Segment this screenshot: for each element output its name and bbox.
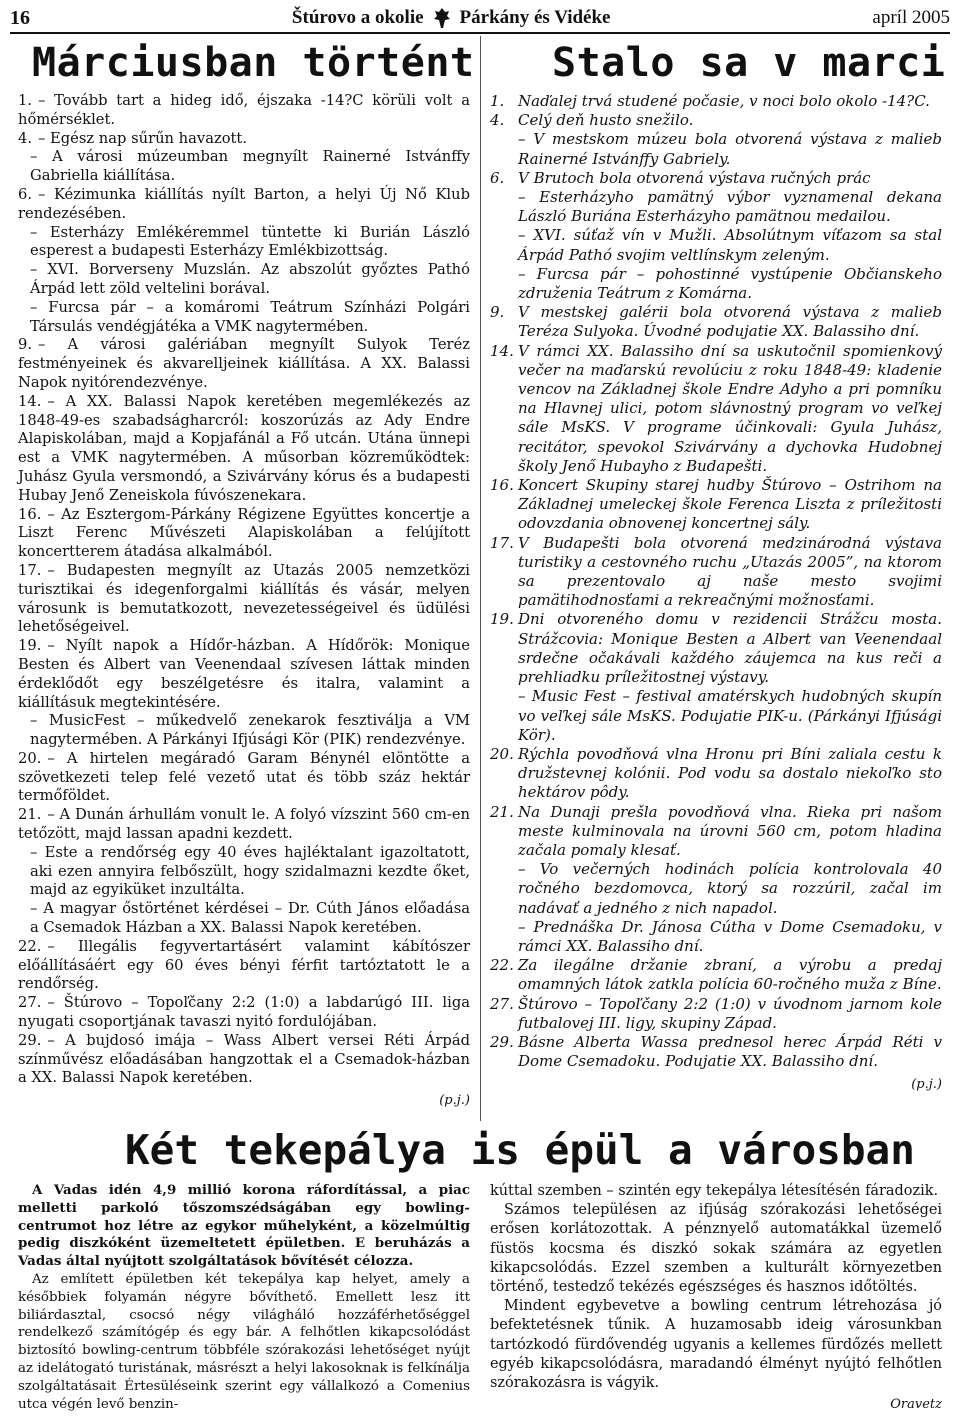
item-text: – Egész nap sűrűn havazott. <box>38 129 248 147</box>
item-number: 19. <box>18 637 42 655</box>
item-text: Za ilegálne držanie zbraní, a výrobu a predaj omamných látok zatkla polícia 60-ročného muža z Bíne. <box>518 956 942 994</box>
item-text: – Nyílt napok a Hídőr-házban. A Hídőrök: Monique Besten és Albert van Veenendaal szívesen láttak minden érdeklődőt egy beszélgetésre és italra, valamint a kiállításuk megtekintésére. <box>18 637 470 711</box>
item-text: – Este a rendőrség egy 40 éves hajléktalant igazoltatott, aki ezen annyira felbőszült, hogy szidalmazni kezdte őket, majd az egyiküket inzultálta. <box>30 843 470 899</box>
item-text: V rámci XX. Balassiho dní sa uskutočnil spomienkový večer na maďarskú revolúciu z roku 1848-49: kladenie vencov na Základnej škole Endre Adyho a pri pomníku na Hlavnej ulici, potom slávnostný program vo veľkej sále MsKS. V programe účinkovali: Gyula Juhász, recitátor, spevokol Szivárvány a dychovka Hudobnej školy Jenő Hubayho z Budapešti. <box>518 341 942 475</box>
article-byline: Oravetz <box>890 1397 942 1413</box>
item-number: 29. <box>18 1031 42 1049</box>
list-item <box>490 745 942 803</box>
item-text: Dni otvoreného domu v rezidencii Strážcu mosta. Strážcovia: Monique Besten a Albert van Veenendaal srdečne očakávali každého záujemca na kus reči a prehliadku príležitostnej výstavy. <box>518 610 942 687</box>
item-number: 29. <box>490 1032 514 1051</box>
right-items <box>490 92 942 1071</box>
list-item <box>18 186 470 224</box>
list-item <box>18 1032 470 1088</box>
item-number: 14. <box>490 341 514 360</box>
item-number: 19. <box>490 610 514 629</box>
crest-logo-icon <box>432 7 452 29</box>
item-text: – Music Fest – festival amatérskych hudobných skupín vo veľkej sále MsKS. Podujatie PIK-u. (Párkányi Ifjúsági Kör). <box>518 687 942 744</box>
item-text: V Brutoch bola otvorená výstava ručných prác <box>518 168 871 187</box>
list-item <box>490 342 942 476</box>
left-column <box>18 36 475 1111</box>
item-text: Celý deň husto snežilo. <box>518 111 694 130</box>
item-text: V mestskej galérii bola otvorená výstava z malieb Teréza Sulyoka. Úvodné podujatie XX. Balassiho dní. <box>518 303 942 341</box>
item-text: – Esterházyho pamätný výbor vyznamenal dekana László Buriána Esterházyho pamätnou medailou. <box>518 188 942 226</box>
left-signature: (p.j.) <box>439 1093 470 1109</box>
item-number: 6. <box>490 168 505 187</box>
article-paragraph: kúttal szemben – szintén egy tekepálya létesítésén fáradozik. <box>490 1183 939 1199</box>
article-lead: A Vadas idén 4,9 millió korona ráfordítással, a piac melletti parkoló tőszomszédságában egy bowling-centrumot hoz létre az egykor műhelyként, a közelmúltig pedig diszkóként üzemeltetett épületben. E beruházás a Vadas által nyújtott szolgáltatások bővítését célozza. <box>18 1182 470 1270</box>
list-item <box>490 534 942 611</box>
column-divider <box>480 36 481 1121</box>
page-header <box>10 4 950 34</box>
list-item <box>490 918 942 956</box>
list-item <box>490 860 942 918</box>
list-item <box>18 336 470 392</box>
right-title: Stalo sa v marci <box>552 40 946 86</box>
item-number: 16. <box>18 505 42 523</box>
list-item <box>490 226 942 264</box>
left-title: Márciusban történt <box>32 40 475 86</box>
list-item <box>18 393 470 506</box>
list-item <box>18 506 470 562</box>
list-item <box>490 130 942 168</box>
list-item <box>18 92 470 130</box>
list-item <box>18 261 470 299</box>
list-item <box>490 956 942 994</box>
item-number: 20. <box>18 749 42 767</box>
item-number: 21. <box>18 806 42 824</box>
left-items <box>18 92 470 1088</box>
list-item <box>490 111 942 130</box>
list-item <box>490 169 942 188</box>
list-item <box>18 712 470 750</box>
item-text: – A Dunán árhullám vonult le. A folyó vízszint 560 cm-en tetőzött, majd lassan apadni kezdett. <box>18 806 470 843</box>
item-text: – Tovább tart a hideg idő, éjszaka -14?C körüli volt a hőmérséklet. <box>18 92 470 128</box>
item-number: 17. <box>490 533 514 552</box>
item-text: – A városi múzeumban megnyílt Rainerné Istvánffy Gabriella kiállítása. <box>30 148 470 185</box>
item-text: – Az Esztergom-Párkány Régizene Együttes koncertje a Liszt Ferenc Művészeti Alapiskolában a felújított koncertterem átadása alkalmából. <box>18 505 470 561</box>
item-number: 9. <box>490 303 505 322</box>
item-text: – Furcsa pár – a komáromi Teátrum Színházi Polgári Társulás vendégjátéka a VMK nagytermében. <box>30 298 470 335</box>
list-item <box>490 803 942 861</box>
article-headline: Két tekepálya is épül a városban <box>125 1126 915 1174</box>
article-paragraph: Számos településen az ifjúság szórakozási lehetőségei erősen korlátozottak. A pénznyelő automatákkal üzemelő füstös kocsma és diszkó sokak számára az egyetlen kikapcsolódás. Ezzel szemben a kulturált környezetben történő, testedző tekézés egészséges és hasznos időtöltés. <box>490 1202 942 1296</box>
page-number: 16 <box>10 6 30 29</box>
article-paragraph: Mindent egybevetve a bowling centrum létrehozása jó befektetésnek tűnik. A huzamosabb ideig városunkban tartózkodó fürdővendég ugyanis a kellemes fürdőzés mellett egyéb kikapcsolódásra, maradandó élményt nyújtó felhőtlen szórakozásra is vágyik. <box>490 1298 942 1392</box>
item-text: – Kézimunka kiállítás nyílt Barton, a helyi Új Nő Klub rendezésében. <box>18 185 470 222</box>
item-text: – Furcsa pár – pohostinné vystúpenie Občianskeho združenia Teátrum z Komárna. <box>518 264 942 303</box>
article-column-left <box>18 1182 470 1413</box>
right-signature: (p.j.) <box>911 1077 942 1093</box>
list-item <box>18 806 470 844</box>
publication-right: Párkány és Vidéke <box>459 7 611 28</box>
list-item <box>490 476 942 534</box>
right-column <box>490 36 946 1095</box>
publication-left: Štúrovo a okolie <box>291 7 424 28</box>
issue-date: apríl 2005 <box>872 7 950 28</box>
list-item <box>490 1033 942 1071</box>
list-item <box>18 637 470 712</box>
list-item <box>490 995 942 1033</box>
item-text: Naďalej trvá studené počasie, v noci bolo okolo -14?C. <box>518 92 930 110</box>
item-number: 9. <box>18 336 33 354</box>
list-item <box>490 687 942 745</box>
list-item <box>18 938 470 994</box>
item-number: 21. <box>490 802 514 821</box>
item-number: 14. <box>18 392 42 410</box>
list-item <box>18 224 470 262</box>
item-text: – MusicFest – műkedvelő zenekarok fesztiválja a VM nagytermében. A Párkányi Ifjúsági Kör (PIK) rendezvénye. <box>30 712 470 749</box>
item-text: Básne Alberta Wassa prednesol herec Árpád Réti v Dome Csemadoku. Podujatie XX. Balassiho dní. <box>518 1032 942 1071</box>
item-text: V Budapešti bola otvorená medzinárodná výstava turistiky a cestovného ruchu „Utazás 2005”, na ktorom sa prezentovalo aj naše mesto svojimi pamätihodnosťami a rekreačnými možnosťami. <box>518 533 942 610</box>
list-item <box>18 844 470 900</box>
item-number: 1. <box>18 92 33 109</box>
item-number: 16. <box>490 476 514 495</box>
item-number: 20. <box>490 744 514 763</box>
list-item <box>18 299 470 337</box>
item-text: – XVI. súťaž vín v Mužli. Absolútnym víťazom sa stal Árpád Pathó svojim veltlínskym zeleným. <box>518 226 942 264</box>
item-text: Rýchla povodňová vlna Hronu pri Bíni zaliala cestu k družstevnej kolónii. Pod vodu sa dostalo niekoľko sto hektárov pôdy. <box>518 744 942 802</box>
article-paragraph: Az említett épületben két tekepálya kap helyet, amely a későbbiek folyamán négyre bővíthető. Emellett lesz itt biliárdasztal, csocsó négy világháló hozzáférhetőséggel rendelkező számítógép és egy bár. A felhőtlen kikapcsolódást biztosító bowling-centrum többféle szórakozási lehetőséget nyújt az idelátogató turistának, másrészt a helyi lakosoknak is felkínálja szolgáltatásait Értesüléseink szerint egy vállalkozó a Comenius utca végén levő benzin- <box>18 1271 470 1412</box>
item-text: – Prednáška Dr. Jánosa Cútha v Dome Csemadoku, v rámci XX. Balassiho dní. <box>518 917 942 955</box>
item-text: – A hirtelen megáradó Garam Bénynél elöntötte a szövetkezeti telep felé vezető utat és több száz hektár termőföldet. <box>18 749 470 805</box>
list-item <box>490 188 942 226</box>
item-text: – Esterházy Emlékéremmel tüntette ki Burián László esperest a budapesti Esterházy Emlékbizottság. <box>30 223 470 260</box>
list-item <box>490 265 942 303</box>
item-text: Koncert Skupiny starej hudby Štúrovo – Ostrihom na Základnej umeleckej škole Ferenca Liszta z príležitosti odovzdania obnovenej koncertnej sály. <box>518 476 942 533</box>
item-text: – XVI. Borverseny Muzslán. Az abszolút győztes Pathó Árpád lett zöld veltelini borával. <box>30 261 470 297</box>
article-column-right <box>490 1182 942 1414</box>
item-text: – V mestskom múzeu bola otvorená výstava z malieb Rainerné Istvánffy Gabriely. <box>518 130 942 168</box>
item-number: 27. <box>490 994 514 1013</box>
item-text: – A XX. Balassi Napok keretében megemlékezés az 1848-49-es szabadságharcról: koszorúzás az Ady Endre Alapiskolában, majd a Kopjafánál a Fő utcán. Utána ünnepi est a VMK nagytermében. A műsorban közreműködtek: Juhász Gyula versmondó, a Szivárvány kórus és a budapesti Hubay Jenő Zeneiskola fúvószenekara. <box>18 392 470 504</box>
list-item <box>18 148 470 186</box>
list-item <box>18 562 470 637</box>
item-text: Štúrovo – Topoľčany 2:2 (1:0) v úvodnom jarnom kole futbalovej III. ligy, skupiny Západ. <box>518 994 942 1032</box>
list-item <box>490 92 942 111</box>
item-number: 27. <box>18 994 42 1012</box>
list-item <box>18 750 470 806</box>
item-number: 6. <box>18 185 33 203</box>
list-item <box>490 610 942 687</box>
list-item <box>18 130 470 149</box>
item-number: 17. <box>18 561 42 579</box>
item-text: – A bujdosó imája – Wass Albert versei Réti Árpád színművész előadásában hangzottak el a Csemadok-házban a XX. Balassi Napok keretében. <box>18 1031 470 1087</box>
item-text: – A magyar őstörténet kérdései – Dr. Cúth János előadása a Csemadok Házban a XX. Balassi Napok keretében. <box>30 900 470 937</box>
item-text: – Štúrovo – Topoľčany 2:2 (1:0) a labdarúgó III. liga nyugati csoportjának tavaszi nyitó fordulójában. <box>18 994 470 1031</box>
item-text: – A városi galériában megnyílt Sulyok Teréz festményeinek és akvarelljeinek kiállítása. A XX. Balassi Napok nyitórendezvénye. <box>18 336 470 391</box>
item-text: – Vo večerných hodinách polícia kontrolovala 40 ročného bezdomovca, ktorý sa rozzúril, začal im nadávať a jedného z nich napadol. <box>518 860 942 917</box>
item-text: – Budapesten megnyílt az Utazás 2005 nemzetközi turisztikai és idegenforgalmi kiállítás és vásár, melyen városunk is bemutatkozott, nevezetességeivel és üdülési lehetőségeivel. <box>18 561 470 636</box>
item-number: 1. <box>490 92 505 110</box>
publication-name <box>292 7 611 29</box>
list-item <box>490 303 942 341</box>
list-item <box>18 994 470 1032</box>
list-item <box>18 900 470 938</box>
item-number: 4. <box>490 111 505 130</box>
item-number: 4. <box>18 129 33 147</box>
item-text: – Illegális fegyvertartásért valamint kábítószer előállításáért egy 60 éves bényi férfit tartóztatott le a rendőrség. <box>18 937 470 993</box>
item-text: Na Dunaji prešla povodňová vlna. Rieka pri našom meste kulminovala na úrovni 560 cm, potom hladina začala pomaly klesať. <box>518 802 942 859</box>
item-number: 22. <box>18 937 42 955</box>
item-number: 22. <box>490 956 514 975</box>
